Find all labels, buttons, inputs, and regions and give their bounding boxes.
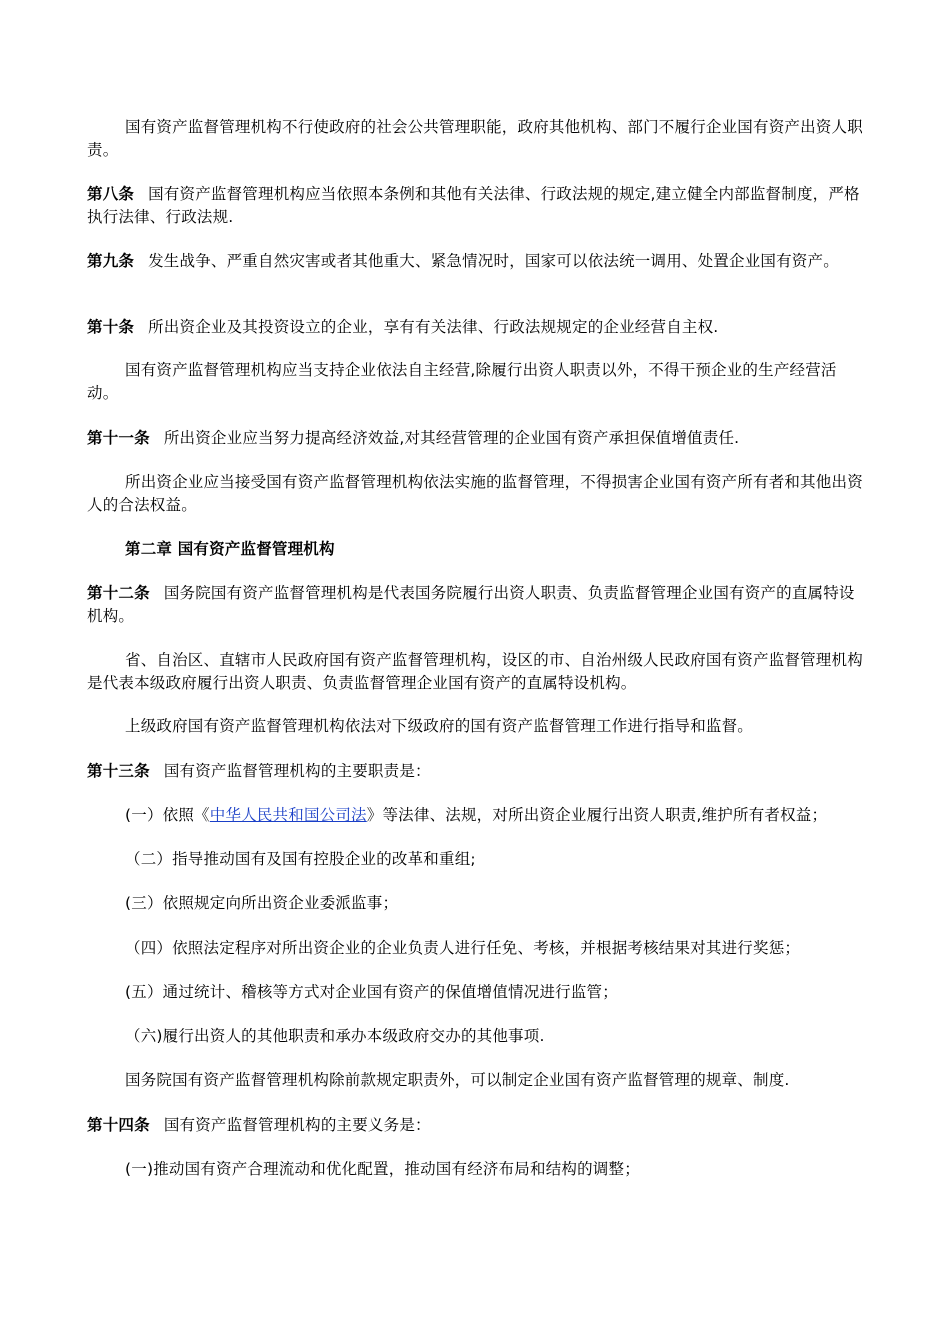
article-13 (87, 760, 867, 783)
article-10 (87, 316, 867, 339)
article-label: 第十四条 (87, 1116, 150, 1134)
chapter-heading: 第二章 国有资产监督管理机构 (125, 540, 335, 558)
paragraph: 所出资企业应当接受国有资产监督管理机构依法实施的监督管理，不得损害企业国有资产所有者和其他出资人的合法权益。 (87, 473, 863, 514)
article-text: 所出资企业应当努力提高经济效益,对其经营管理的企业国有资产承担保值增值责任. (163, 429, 740, 447)
list-item: (三）依照规定向所出资企业委派监事； (125, 894, 399, 912)
list-item: （四）依照法定程序对所出资企业的企业负责人进行任免、考核，并根据考核结果对其进行奖惩； (125, 939, 801, 957)
article-14 (87, 1114, 867, 1137)
paragraph: 国务院国有资产监督管理机构除前款规定职责外，可以制定企业国有资产监督管理的规章、制度. (125, 1071, 790, 1089)
list-item (87, 804, 867, 827)
article-label: 第十条 (87, 318, 135, 336)
article-label: 第十三条 (87, 762, 150, 780)
list-item-text: 》等法律、法规，对所出资企业履行出资人职责,维护所有者权益； (366, 806, 828, 824)
article-text: 国有资产监督管理机构的主要职责是： (163, 762, 431, 780)
article-9 (87, 250, 867, 273)
list-item: （六)履行出资人的其他职责和承办本级政府交办的其他事项. (125, 1027, 545, 1045)
article-text: 国有资产监督管理机构的主要义务是： (163, 1116, 431, 1134)
article-label: 第九条 (87, 252, 135, 270)
article-8 (87, 183, 867, 229)
paragraph: 省、自治区、直辖市人民政府国有资产监督管理机构，设区的市、自治州级人民政府国有资产监督管理机构是代表本级政府履行出资人职责、负责监督管理企业国有资产的直属特设机构。 (87, 651, 863, 692)
article-text: 所出资企业及其投资设立的企业，享有有关法律、行政法规规定的企业经营自主权. (148, 318, 719, 336)
article-text: 国有资产监督管理机构应当依照本条例和其他有关法律、行政法规的规定,建立健全内部监督制度，严格执行法律、行政法规. (87, 185, 860, 226)
article-label: 第十二条 (87, 584, 150, 602)
paragraph: 上级政府国有资产监督管理机构依法对下级政府的国有资产监督管理工作进行指导和监督。 (125, 717, 754, 735)
article-12 (87, 582, 867, 628)
article-text: 国务院国有资产监督管理机构是代表国务院履行出资人职责、负责监督管理企业国有资产的直属特设机构。 (87, 584, 855, 625)
article-text: 发生战争、严重自然灾害或者其他重大、紧急情况时，国家可以依法统一调用、处置企业国有资产。 (148, 252, 839, 270)
paragraph: 国有资产监督管理机构应当支持企业依法自主经营,除履行出资人职责以外，不得干预企业的生产经营活动。 (87, 361, 837, 402)
article-11 (87, 427, 867, 450)
article-label: 第十一条 (87, 429, 150, 447)
list-item: (一)推动国有资产合理流动和优化配置，推动国有经济布局和结构的调整； (125, 1160, 640, 1178)
list-item: （二）指导推动国有及国有控股企业的改革和重组; (125, 850, 476, 868)
paragraph: 国有资产监督管理机构不行使政府的社会公共管理职能，政府其他机构、部门不履行企业国有资产出资人职责。 (87, 118, 863, 159)
list-item: (五）通过统计、稽核等方式对企业国有资产的保值增值情况进行监管； (125, 983, 618, 1001)
company-law-link[interactable]: 中华人民共和国公司法 (209, 806, 367, 824)
article-label: 第八条 (87, 185, 135, 203)
list-item-text: (一）依照《 (125, 806, 210, 824)
